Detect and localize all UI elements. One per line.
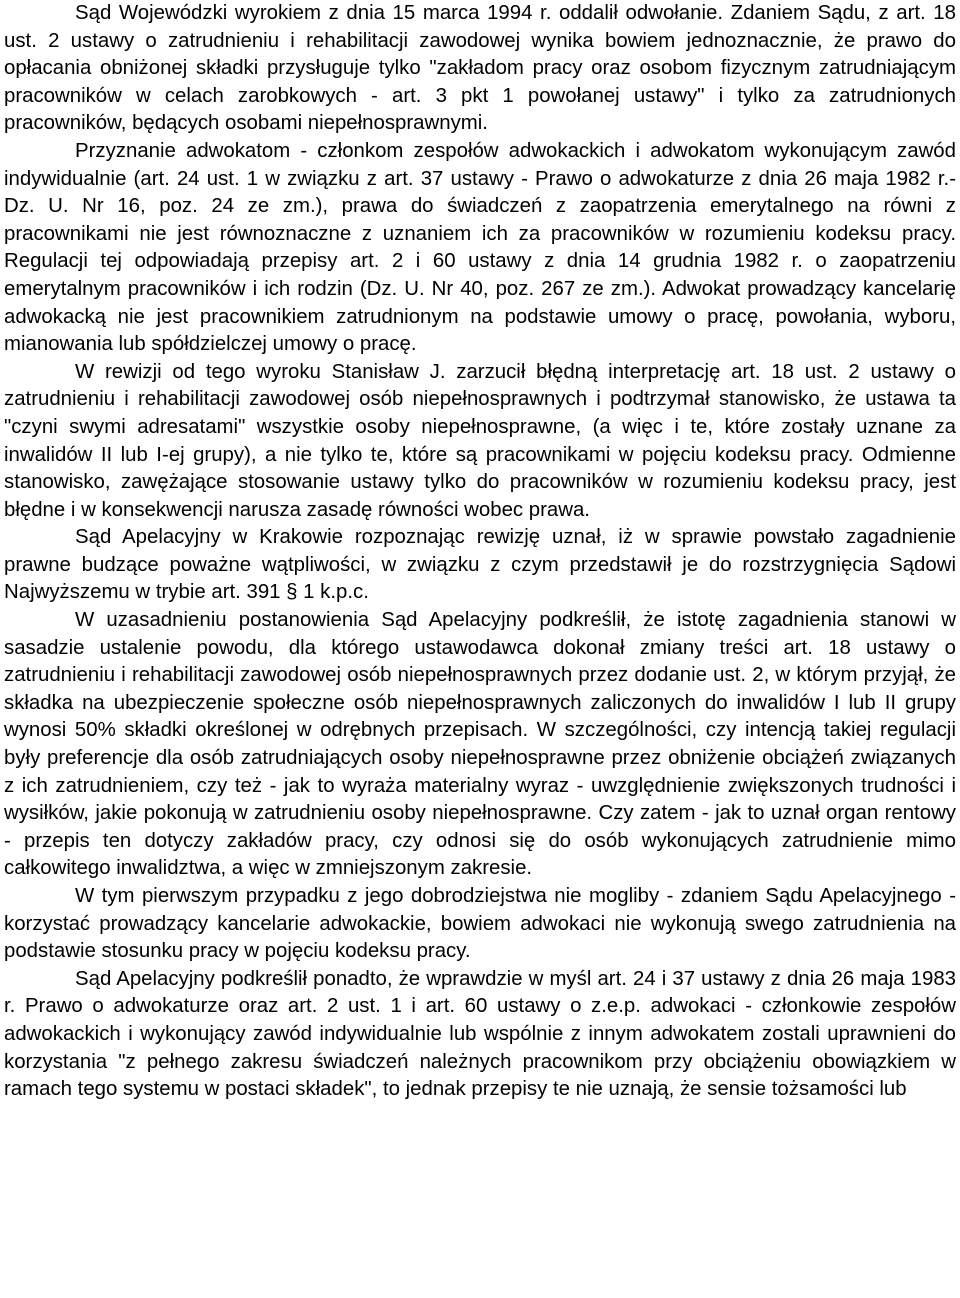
paragraph-7: Sąd Apelacyjny podkreślił ponadto, że wprawdzie w myśl art. 24 i 37 ustawy z dnia 26 maja 1983 r. Prawo o adwokaturze oraz art. 2 ust. 1 i art. 60 ustawy o z.e.p. adwokaci - członkowie zespołów adwokackich i wykonujący zawód indywidualnie lub wspólnie z innym adwokatem zostali uprawnieni do korzystania "z pełnego zakresu świadczeń należnych pracownikom przy obciążeniu obowiązkiem w ramach tego systemu w postaci składek", to jednak przepisy te nie uznają, że sensie tożsamości lub bbox=[4, 967, 956, 1101]
paragraph-4: Sąd Apelacyjny w Krakowie rozpoznając rewizję uznał, iż w sprawie powstało zagadnienie prawne budzące poważne wątpliwości, w związku z czym przedstawił je do rozstrzygnięcia Sądowi Najwyższemu w trybie art. 391 § 1 k.p.c. bbox=[4, 526, 956, 604]
document-page bbox=[4, 0, 956, 1104]
paragraph-2: Przyznanie adwokatom - członkom zespołów adwokackich i adwokatom wykonującym zawód indywidualnie (art. 24 ust. 1 w związku z art. 37 ustawy - Prawo o adwokaturze z dnia 26 maja 1982 r.- Dz. U. Nr 16, poz. 24 ze zm.), prawa do świadczeń z zaopatrzenia emerytalnego na równi z pracownikami nie jest równoznaczne z uznaniem ich za pracowników w rozumieniu kodeksu pracy. Regulacji tej odpowiadają przepisy art. 2 i 60 ustawy z dnia 14 grudnia 1982 r. o zaopatrzeniu emerytalnym pracowników i ich rodzin (Dz. U. Nr 40, poz. 267 ze zm.). Adwokat prowadzący kancelarię adwokacką nie jest pracownikiem zatrudnionym na podstawie umowy o pracę, powołania, wyboru, mianowania lub spółdzielczej umowy o pracę. bbox=[4, 139, 956, 356]
paragraph-6: W tym pierwszym przypadku z jego dobrodziejstwa nie mogliby - zdaniem Sądu Apelacyjnego - korzystać prowadzący kancelarie adwokackie, bowiem adwokaci nie wykonują swego zatrudnienia na podstawie stosunku pracy w pojęciu kodeksu pracy. bbox=[4, 885, 956, 963]
paragraph-5: W uzasadnieniu postanowienia Sąd Apelacyjny podkreślił, że istotę zagadnienia stanowi w sasadzie ustalenie powodu, dla którego ustawodawca dokonał zmiany treści art. 18 ustawy o zatrudnieniu i rehabilitacji zawodowej osób niepełnosprawnych przez dodanie ust. 2, w którym przyjął, że składka na ubezpieczenie społeczne osób niepełnosprawnych zaliczonych do inwalidów I lub II grupy wynosi 50% składki określonej w odrębnych przepisach. W szczególności, czy intencją takiej regulacji były preferencje dla osób zatrudniających osoby niepełnosprawne przez obniżenie obciążeń związanych z ich zatrudnieniem, czy też - jak to wyraża materialny wyraz - uwzględnienie zwiększonych trudności i wysiłków, jakie pokonują w zatrudnieniu osoby niepełnosprawne. Czy zatem - jak to uznał organ rentowy - przepis ten dotyczy zakładów pracy, czy odnosi się do osób wykonujących zatrudnienie mimo całkowitego inwalidztwa, a więc w zmniejszonym zakresie. bbox=[4, 609, 956, 880]
paragraph-3: W rewizji od tego wyroku Stanisław J. zarzucił błędną interpretację art. 18 ust. 2 ustawy o zatrudnieniu i rehabilitacji zawodowej osób niepełnosprawnych i podtrzymał stanowisko, że ustawa ta "czyni swymi adresatami" wszystkie osoby niepełnosprawne, (a więc i te, które zostały uznane za inwalidów II lub I-ej grupy), a nie tylko te, które są pracownikami w pojęciu kodeksu pracy. Odmienne stanowisko, zawężające stosowanie ustawy tylko do pracowników w rozumieniu kodeksu pracy, jest błędne i w konsekwencji narusza zasadę równości wobec prawa. bbox=[4, 360, 956, 521]
paragraph-1: Sąd Wojewódzki wyrokiem z dnia 15 marca 1994 r. oddalił odwołanie. Zdaniem Sądu, z art. 18 ust. 2 ustawy o zatrudnieniu i rehabilitacji zawodowej wynika bowiem jednoznacznie, że prawo do opłacania obniżonej składki przysługuje tylko "zakładom pracy oraz osobom fizycznym zatrudniającym pracowników w celach zarobkowych - art. 3 pkt 1 powołanej ustawy" i tylko za zatrudnionych pracowników, będących osobami niepełnosprawnymi. bbox=[4, 2, 956, 135]
